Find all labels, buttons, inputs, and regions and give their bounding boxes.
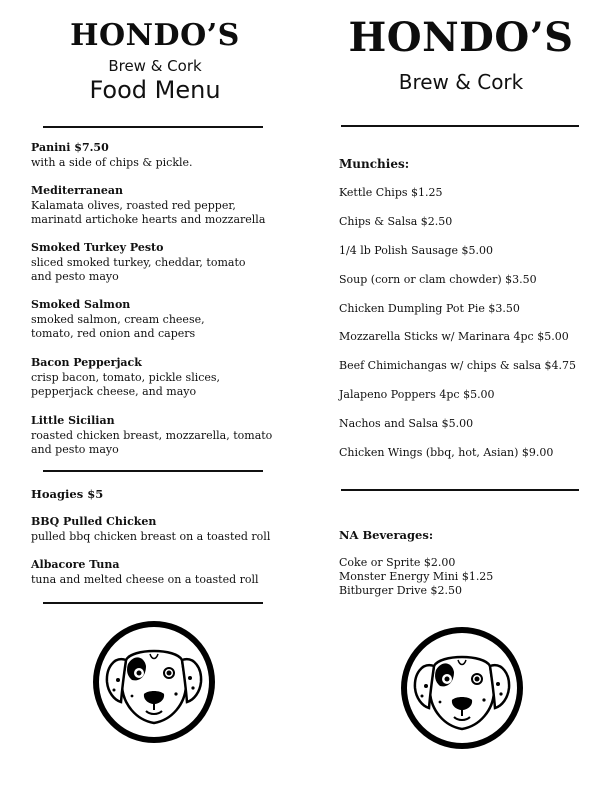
food-menu-title: Food Menu <box>89 76 221 104</box>
right-brand-title: HONDO’S <box>348 14 574 61</box>
menu-item-little-sicilian <box>31 414 272 458</box>
menu-item-bbq-pulled-chicken <box>31 515 270 544</box>
right-brand-subtitle: Brew & Cork <box>398 70 524 94</box>
item-name: Bacon Pepperjack <box>31 356 142 369</box>
item-description: sliced smoked turkey, cheddar, tomato and pesto mayo <box>31 255 246 283</box>
item-description: with a side of chips & pickle. <box>31 155 193 169</box>
item-name: Panini $7.50 <box>31 141 109 154</box>
left-brand-subtitle: Brew & Cork <box>108 57 202 75</box>
beverages-header: NA Beverages: <box>339 528 434 542</box>
munchies-item: Nachos and Salsa $5.00 <box>339 417 474 430</box>
menu-item-albacore-tuna <box>31 558 259 587</box>
hoagies-header: Hoagies $5 <box>31 487 104 501</box>
left-divider-top <box>43 126 263 128</box>
menu-item-mediterranean <box>31 184 265 228</box>
menu-item-panini <box>31 141 193 170</box>
munchies-item: Chicken Wings (bbq, hot, Asian) $9.00 <box>339 446 554 459</box>
left-divider-middle <box>43 470 263 472</box>
munchies-item: Beef Chimichangas w/ chips & salsa $4.75 <box>339 359 577 372</box>
item-name: Little Sicilian <box>31 414 115 427</box>
munchies-item: Chips & Salsa $2.50 <box>339 215 453 228</box>
item-description: crisp bacon, tomato, pickle slices, pepperjack cheese, and mayo <box>31 370 221 398</box>
left-divider-bottom <box>43 602 263 604</box>
munchies-item: 1/4 lb Polish Sausage $5.00 <box>339 244 494 257</box>
item-name: Smoked Salmon <box>31 298 131 311</box>
munchies-header: Munchies: <box>339 157 410 171</box>
item-description: smoked salmon, cream cheese, tomato, red onion and capers <box>31 312 205 340</box>
beverage-item: Monster Energy Mini $1.25 <box>339 570 494 583</box>
menu-item-smoked-salmon <box>31 298 205 342</box>
item-name: Mediterranean <box>31 184 123 197</box>
menu-item-bacon-pepperjack <box>31 356 220 400</box>
item-description: roasted chicken breast, mozzarella, tomato and pesto mayo <box>31 428 273 456</box>
dog-logo-icon <box>92 620 216 744</box>
munchies-item: Mozzarella Sticks w/ Marinara 4pc $5.00 <box>339 330 569 343</box>
left-brand-title: HONDO’S <box>70 18 240 53</box>
item-name: Albacore Tuna <box>31 558 120 571</box>
munchies-item: Chicken Dumpling Pot Pie $3.50 <box>339 302 520 315</box>
beverage-item: Coke or Sprite $2.00 <box>339 556 456 569</box>
item-name: BBQ Pulled Chicken <box>31 515 157 528</box>
munchies-item: Kettle Chips $1.25 <box>339 186 443 199</box>
item-description: Kalamata olives, roasted red pepper, marinatd artichoke hearts and mozzarella <box>31 198 266 226</box>
right-divider-middle <box>341 489 579 491</box>
dog-logo-icon <box>400 626 524 750</box>
item-description: tuna and melted cheese on a toasted roll <box>31 572 259 586</box>
item-description: pulled bbq chicken breast on a toasted roll <box>31 529 271 543</box>
munchies-item: Soup (corn or clam chowder) $3.50 <box>339 273 537 286</box>
munchies-item: Jalapeno Poppers 4pc $5.00 <box>339 388 495 401</box>
item-name: Smoked Turkey Pesto <box>31 241 164 254</box>
menu-item-smoked-turkey-pesto <box>31 241 246 285</box>
right-divider-top <box>341 125 579 127</box>
beverage-item: Bitburger Drive $2.50 <box>339 584 463 597</box>
